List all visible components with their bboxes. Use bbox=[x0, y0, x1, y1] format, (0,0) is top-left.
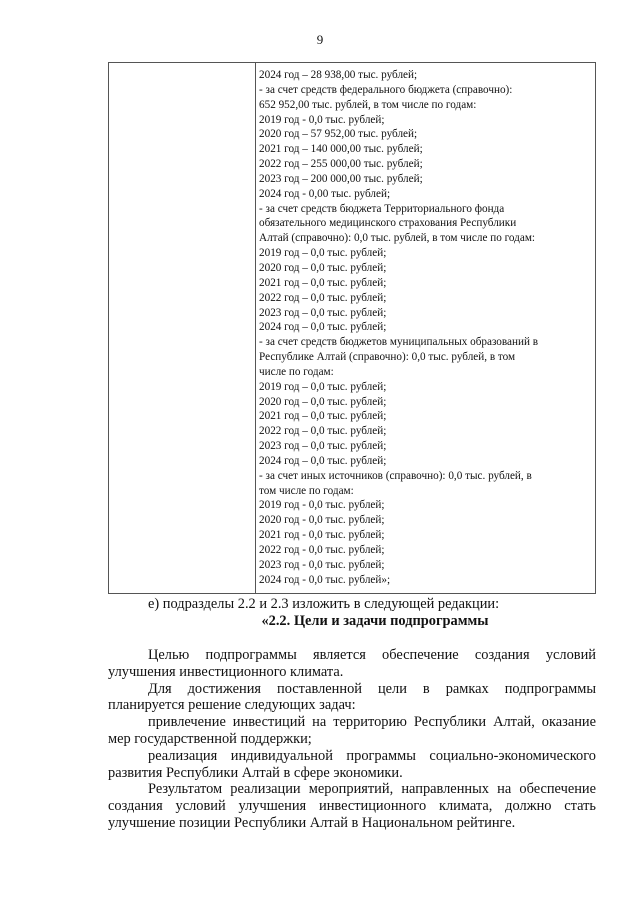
table-line: 2020 год - 0,0 тыс. рублей; bbox=[259, 514, 385, 527]
table-line: 2022 год - 0,0 тыс. рублей; bbox=[259, 544, 385, 556]
table-line: 2020 год – 0,0 тыс. рублей; bbox=[259, 395, 387, 408]
section-heading: «2.2. Цели и задачи подпрограммы bbox=[261, 613, 489, 629]
table-line: 652 952,00 тыс. рублей, в том числе по годам: bbox=[259, 98, 477, 111]
table-line: 2021 год – 0,0 тыс. рублей; bbox=[259, 276, 387, 289]
table-line: - за счет средств бюджетов муниципальных образований в bbox=[259, 336, 539, 349]
table-line: - за счет иных источников (справочно): 0,0 тыс. рублей, в bbox=[259, 469, 532, 482]
table-line: 2019 год - 0,0 тыс. рублей; bbox=[259, 113, 385, 126]
table-line: - за счет средств бюджета Территориального фонда bbox=[259, 202, 505, 215]
table-line: 2021 год - 0,0 тыс. рублей; bbox=[259, 529, 385, 542]
page-number: 9 bbox=[316, 32, 324, 47]
table-line: 2022 год – 0,0 тыс. рублей; bbox=[259, 291, 387, 304]
table-line: 2024 год - 0,00 тыс. рублей; bbox=[259, 187, 391, 200]
table-line: 2023 год – 0,0 тыс. рублей; bbox=[259, 440, 387, 453]
goal-paragraph: Целью подпрограммы является обеспечение создания условий улучшения инвестиционного климата. bbox=[108, 647, 596, 680]
table-line: 2020 год – 0,0 тыс. рублей; bbox=[259, 261, 387, 274]
table-line: Алтай (справочно): 0,0 тыс. рублей, в том числе по годам: bbox=[259, 232, 536, 245]
table-line: 2022 год – 0,0 тыс. рублей; bbox=[259, 425, 387, 438]
table-line: - за счет средств федерального бюджета (справочно): bbox=[259, 83, 513, 96]
result-paragraph: Результатом реализации мероприятий, направленных на обеспечение создания условий улучшения инвестиционного климата, должно стать улучшение позиции Республики Алтай в Национальном рейтинге. bbox=[108, 781, 596, 831]
table-line: 2023 год – 0,0 тыс. рублей; bbox=[259, 306, 387, 319]
task-2-paragraph: реализация индивидуальной программы социально-экономического развития Республики Алтай в сфере экономики. bbox=[108, 747, 596, 781]
table-line: 2024 год – 0,0 тыс. рублей; bbox=[259, 321, 387, 334]
table-line: 2019 год – 0,0 тыс. рублей; bbox=[259, 247, 387, 260]
table-line: 2022 год – 255 000,00 тыс. рублей; bbox=[259, 158, 423, 171]
table-line: 2019 год - 0,0 тыс. рублей; bbox=[259, 499, 385, 512]
table-line: 2023 год - 0,0 тыс. рублей; bbox=[259, 558, 385, 571]
table-line: числе по годам: bbox=[259, 365, 334, 378]
funding-table bbox=[108, 62, 596, 594]
table-line: 2024 год - 0,0 тыс. рублей»; bbox=[259, 573, 391, 586]
section-content bbox=[108, 647, 596, 832]
table-line: 2021 год – 0,0 тыс. рублей; bbox=[259, 410, 387, 423]
tasks-intro-paragraph: Для достижения поставленной цели в рамках подпрограммы планируется решение следующих задач: bbox=[108, 680, 596, 714]
table-line: том числе по годам: bbox=[259, 484, 354, 497]
table-line: 2023 год – 200 000,00 тыс. рублей; bbox=[259, 172, 423, 185]
table-line: Республике Алтай (справочно): 0,0 тыс. рублей, в том bbox=[259, 351, 516, 364]
table-line: 2024 год – 0,0 тыс. рублей; bbox=[259, 454, 387, 467]
table-column-divider bbox=[255, 63, 256, 593]
task-1-paragraph: привлечение инвестиций на территорию Республики Алтай, оказание мер государственной поддержки; bbox=[108, 714, 596, 747]
funding-table-cell bbox=[259, 68, 591, 588]
table-line: 2024 год – 28 938,00 тыс. рублей; bbox=[259, 69, 418, 81]
amendment-intro: е) подразделы 2.2 и 2.3 изложить в следующей редакции: bbox=[148, 596, 500, 612]
table-line: обязательного медицинского страхования Республики bbox=[259, 217, 517, 230]
table-line: 2019 год – 0,0 тыс. рублей; bbox=[259, 380, 387, 393]
table-line: 2020 год – 57 952,00 тыс. рублей; bbox=[259, 128, 418, 141]
table-line: 2021 год – 140 000,00 тыс. рублей; bbox=[259, 143, 423, 156]
